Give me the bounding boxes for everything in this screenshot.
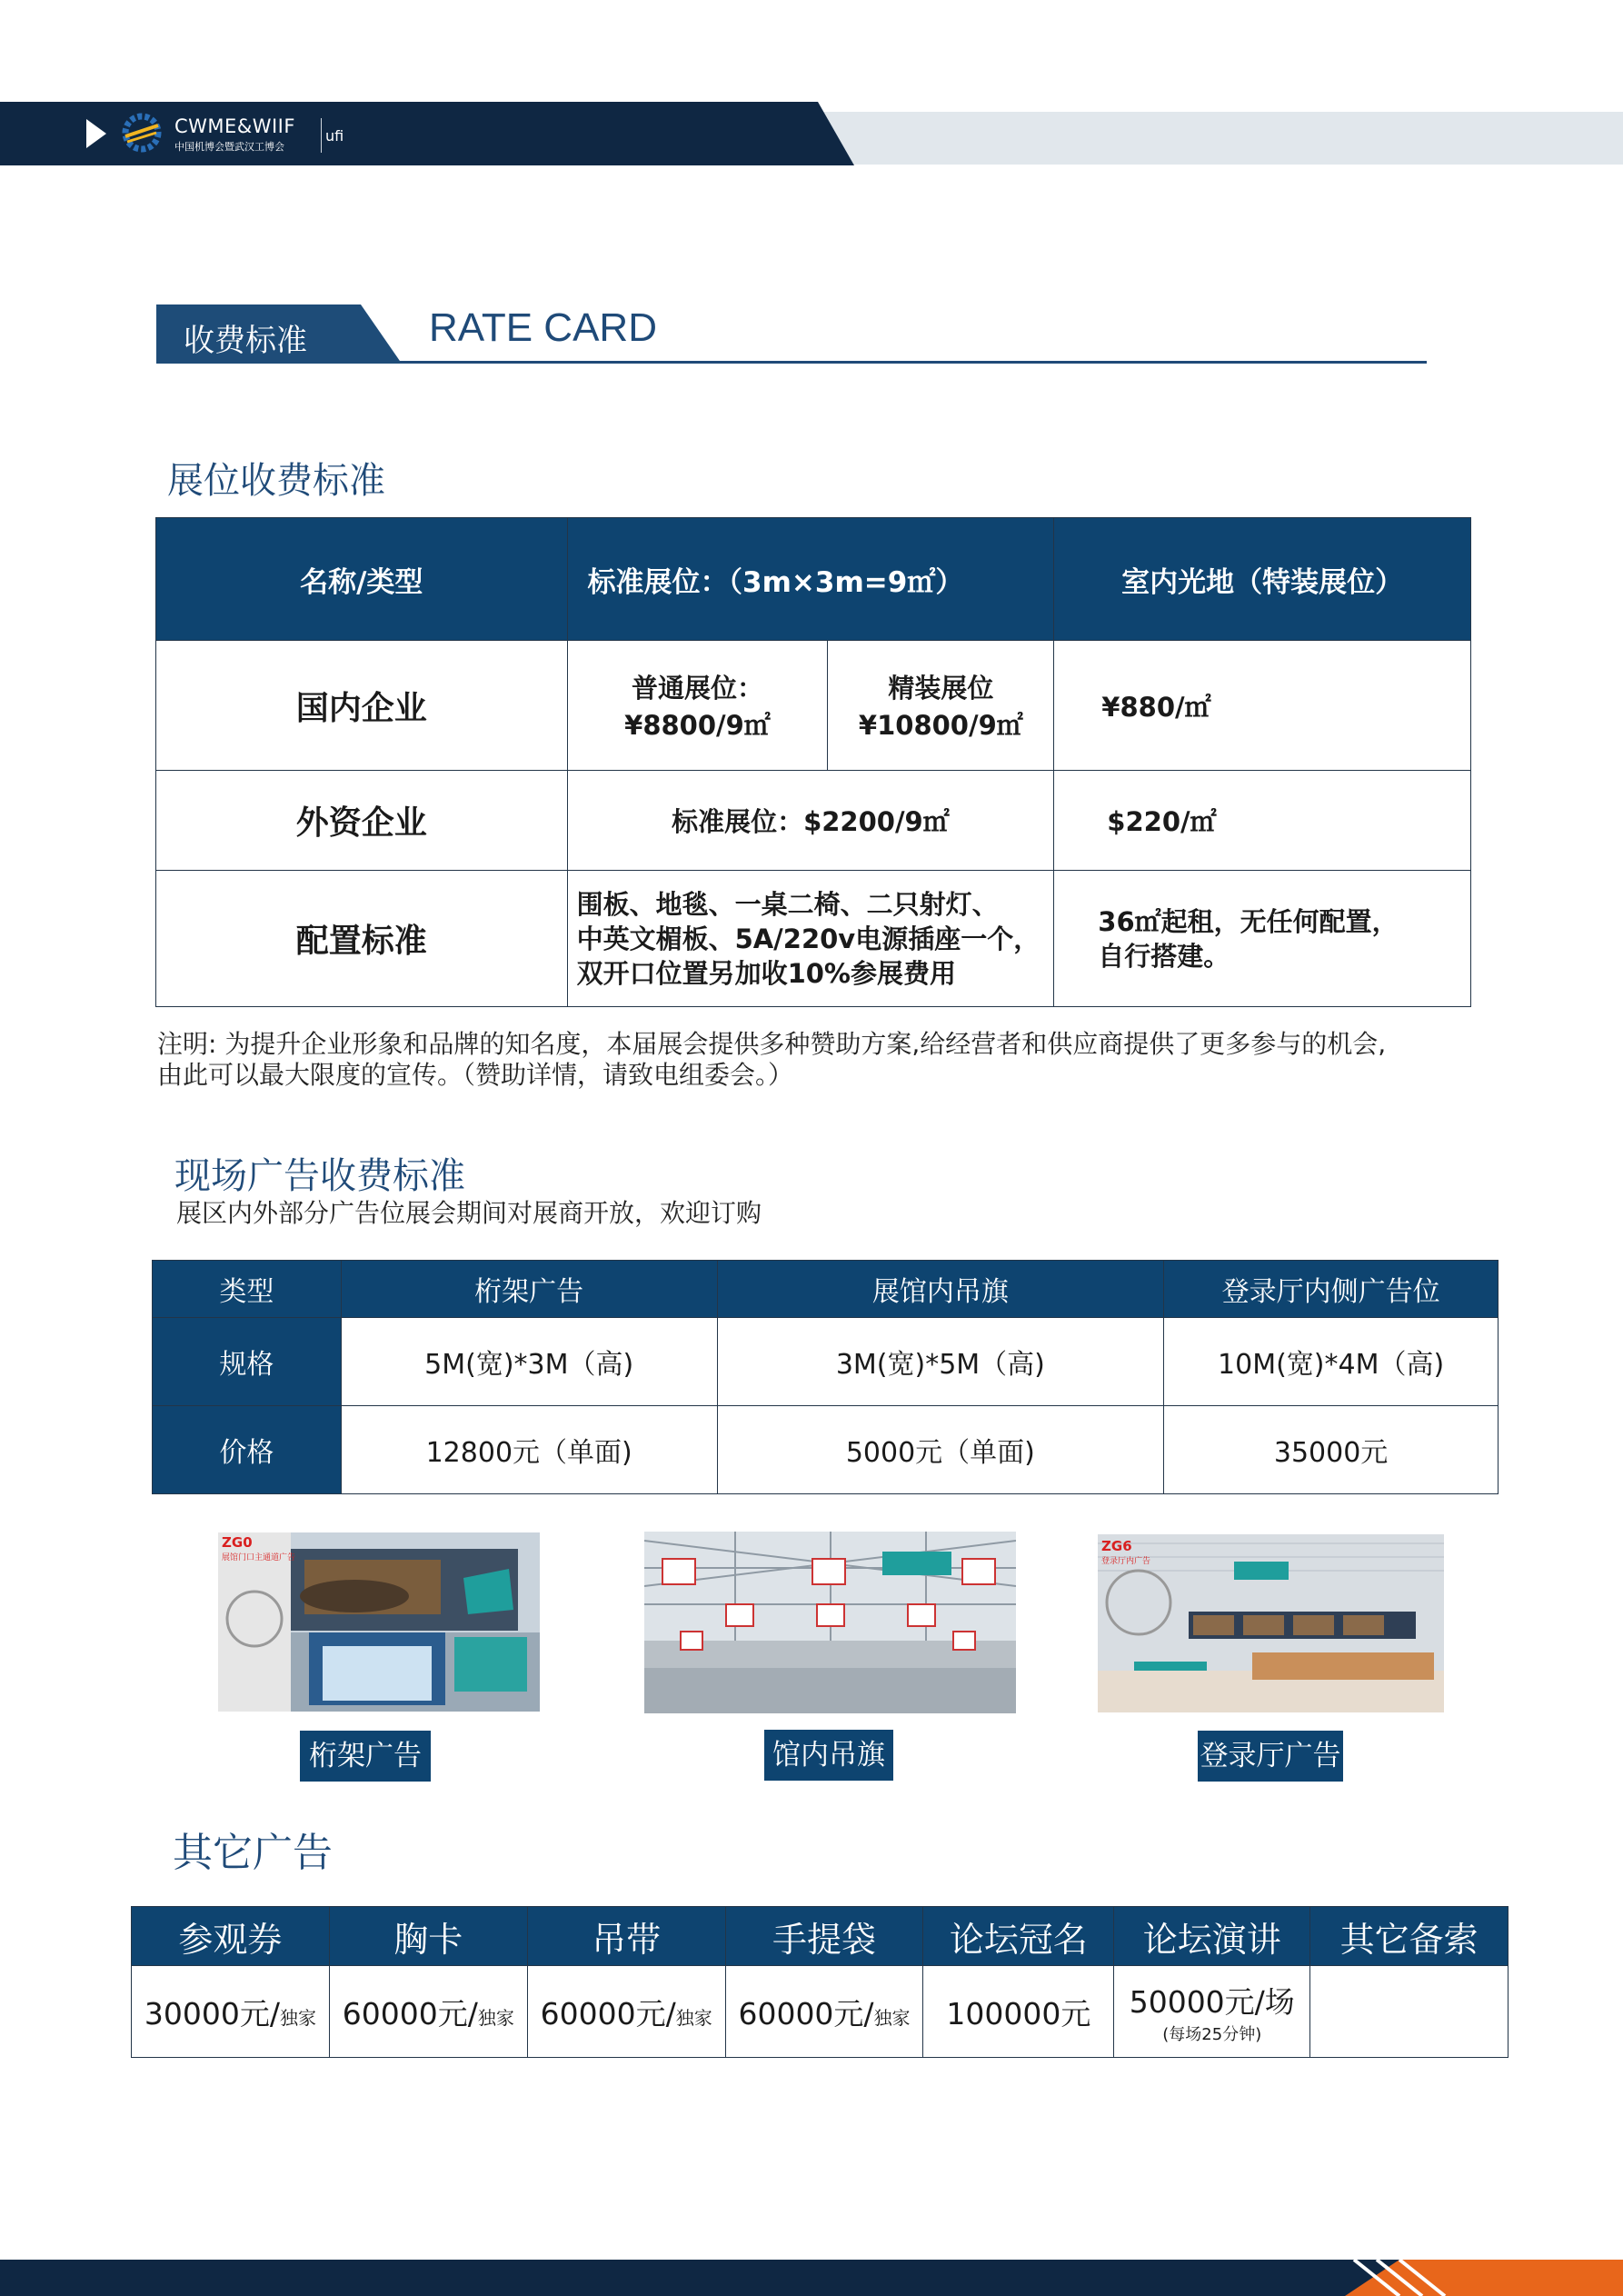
price-main: 60000元/	[342, 1995, 478, 2031]
ufi-logo: ufi	[325, 127, 344, 145]
gear-logo-icon	[118, 109, 165, 156]
other-section-title: 其它广告	[173, 1830, 333, 1876]
price-main: 60000元/	[540, 1995, 676, 2031]
fine-booth-price: ¥10800/9㎡	[858, 710, 1023, 741]
banner-tab-label: 收费标准	[184, 323, 307, 359]
other-header-forum-title: 论坛冠名	[923, 1907, 1114, 1966]
config-standard-line: 中英文楣板、5A/220v电源插座一个，	[576, 923, 1041, 954]
config-space	[1054, 871, 1471, 1007]
row-label-domestic: 国内企业	[156, 641, 568, 771]
normal-booth-price: ¥8800/9㎡	[624, 710, 771, 741]
other-header-misc: 其它备索	[1310, 1907, 1508, 1966]
price-main: 50000元/场	[1129, 1983, 1295, 2020]
lobby-photo-tag-sub: 登录厅内广告	[1101, 1557, 1151, 1566]
forum-title-price	[923, 1966, 1114, 2058]
price-suffix: 独家	[477, 2006, 514, 2029]
truss-ad-photo	[218, 1532, 540, 1712]
play-icon	[86, 119, 106, 148]
other-header-bag: 手提袋	[725, 1907, 923, 1966]
price-suffix: 独家	[873, 2006, 911, 2029]
booth-header-type: 名称/类型	[156, 518, 568, 641]
flag-spec: 3M(宽)*5M（高)	[717, 1318, 1164, 1406]
truss-photo-tag-sub: 展馆门口主通道广告	[222, 1553, 296, 1562]
lobby-photo-caption: 登录厅广告	[1198, 1731, 1343, 1782]
foreign-space-price: $220/㎡	[1054, 771, 1471, 871]
lobby-ad-photo	[1098, 1534, 1444, 1712]
domestic-space-price: ¥880/㎡	[1054, 641, 1471, 771]
booth-header-space: 室内光地（特装展位）	[1054, 518, 1471, 641]
domestic-fine-booth	[828, 641, 1054, 771]
brand-subtitle: 中国机博会暨武汉工博会	[174, 141, 284, 153]
ad-header-flag: 展馆内吊旗	[717, 1261, 1164, 1318]
config-space-line: 36㎡起租，无任何配置，	[1098, 905, 1399, 937]
price-suffix: 独家	[675, 2006, 712, 2029]
hanging-flag-photo	[644, 1532, 1016, 1713]
fine-booth-label: 精装展位	[888, 673, 994, 704]
booth-note	[157, 1029, 1386, 1091]
other-header-forum-speech: 论坛演讲	[1114, 1907, 1310, 1966]
banner-underline	[400, 361, 1427, 364]
badge-price	[329, 1966, 527, 2058]
price-main: 60000元/	[738, 1995, 874, 2031]
banner-title: RATE CARD	[429, 305, 657, 350]
booth-note-line: 由此可以最大限度的宣传。（赞助详情，请致电组委会。）	[157, 1060, 794, 1090]
ad-header-lobby: 登录厅内侧广告位	[1164, 1261, 1499, 1318]
truss-price: 12800元（单面)	[341, 1406, 717, 1494]
normal-booth-label: 普通展位：	[631, 673, 763, 704]
truss-photo-caption: 桁架广告	[300, 1731, 431, 1782]
booth-section-title: 展位收费标准	[167, 460, 385, 502]
price-main: 30000元/	[144, 1995, 280, 2031]
header-light-band	[818, 112, 1623, 165]
ad-row-label-spec: 规格	[153, 1318, 342, 1406]
ad-section-title: 现场广告收费标准	[174, 1155, 465, 1197]
booth-header-standard: 标准展位：（3m×3m=9㎡）	[567, 518, 1054, 641]
logo-separator	[321, 118, 322, 153]
config-standard	[567, 871, 1054, 1007]
bag-price	[725, 1966, 923, 2058]
config-standard-line: 围板、地毯、一桌二椅、二只射灯、	[576, 888, 999, 920]
ad-header-type: 类型	[153, 1261, 342, 1318]
ad-row-label-price: 价格	[153, 1406, 342, 1494]
lobby-price: 35000元	[1164, 1406, 1499, 1494]
brand-name: CWME&WIIF	[174, 115, 295, 137]
flag-price: 5000元（单面)	[717, 1406, 1164, 1494]
ad-section-subtitle: 展区内外部分广告位展会期间对展商开放，欢迎订购	[176, 1198, 762, 1228]
forum-speech-price	[1114, 1966, 1310, 2058]
ad-header-truss: 桁架广告	[341, 1261, 717, 1318]
flag-photo-caption: 馆内吊旗	[764, 1730, 893, 1781]
booth-note-line: 注明: 为提升企业形象和品牌的知名度，本届展会提供多种赞助方案,给经营者和供应商提供了更多参与的机会,	[157, 1029, 1387, 1059]
other-ads-table	[131, 1906, 1508, 2058]
lanyard-price	[527, 1966, 725, 2058]
truss-spec: 5M(宽)*3M（高)	[341, 1318, 717, 1406]
misc-price	[1310, 1966, 1508, 2058]
row-label-config: 配置标准	[156, 871, 568, 1007]
booth-fee-table	[155, 517, 1471, 1007]
ad-fee-table	[152, 1260, 1499, 1494]
lobby-photo-tag: ZG6	[1101, 1538, 1132, 1554]
foreign-standard-price: 标准展位：$2200/9㎡	[567, 771, 1054, 871]
ticket-price	[132, 1966, 330, 2058]
config-space-line: 自行搭建。	[1098, 940, 1230, 972]
price-suffix: (每场25分钟)	[1162, 2024, 1262, 2044]
config-standard-line: 双开口位置另加收10%参展费用	[576, 957, 956, 989]
other-header-lanyard: 吊带	[527, 1907, 725, 1966]
other-header-ticket: 参观券	[132, 1907, 330, 1966]
truss-photo-tag: ZG0	[222, 1534, 253, 1551]
footer-stripes	[1345, 2260, 1481, 2296]
row-label-foreign: 外资企业	[156, 771, 568, 871]
domestic-normal-booth	[567, 641, 828, 771]
other-header-badge: 胸卡	[329, 1907, 527, 1966]
lobby-spec: 10M(宽)*4M（高)	[1164, 1318, 1499, 1406]
price-main: 100000元	[946, 1995, 1091, 2031]
price-suffix: 独家	[279, 2006, 316, 2029]
